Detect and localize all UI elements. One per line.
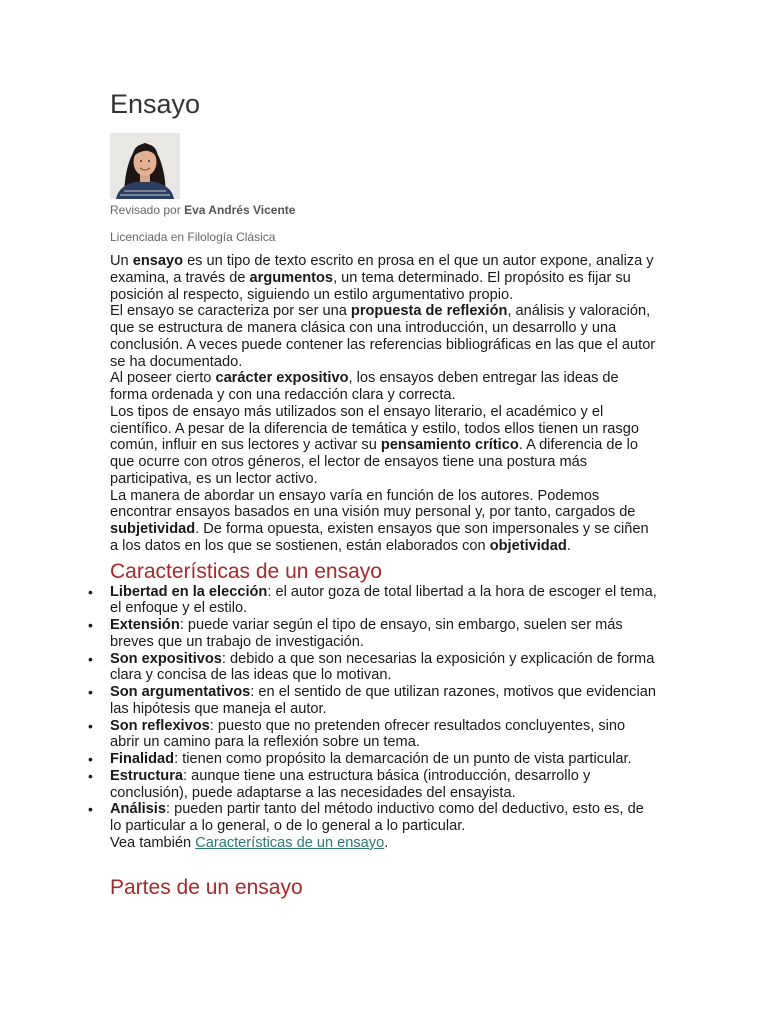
reviewed-by-prefix: Revisado por <box>110 203 181 217</box>
list-item-term: Libertad en la elección <box>110 583 268 600</box>
list-item-term: Son reflexivos <box>110 717 210 734</box>
list-item-text: : aunque tiene una estructura básica (introducción, desarrollo y conclusión), puede adaptarse a las necesidades del ensayista. <box>110 767 591 801</box>
text-run: La manera de abordar un ensayo varía en función de los autores. Podemos encontrar ensayos basados en una visión muy personal y, por tanto, cargados de <box>110 487 636 521</box>
reviewer-avatar <box>110 133 180 199</box>
list-item-text: : el autor goza de total libertad a la hora de escoger el tema, el enfoque y el estilo. <box>110 583 657 617</box>
bullet-icon: • <box>88 583 93 600</box>
bold-term: objetividad <box>489 537 567 554</box>
reviewed-by <box>110 203 658 217</box>
see-also-suffix: . <box>384 834 389 851</box>
see-also <box>110 835 658 852</box>
list-item <box>88 717 658 752</box>
list-item-text: : en el sentido de que utilizan razones, motivos que evidencian las hipótesis que maneja el autor. <box>110 684 656 717</box>
bullet-icon: • <box>88 617 93 633</box>
text-run: , los ensayos deben entregar las ideas de forma ordenada y con una redacción clara y correcta. <box>110 370 619 403</box>
text-run: . <box>566 537 571 554</box>
list-item <box>88 767 658 802</box>
list-item-text: : puesto que no pretenden ofrecer resultados concluyentes, sino abrir un camino para la reflexión sobre un tema. <box>110 717 626 751</box>
text-run: Un <box>110 253 133 269</box>
list-item <box>88 684 658 718</box>
bold-term: pensamiento crítico <box>380 437 519 454</box>
bullet-icon: • <box>88 650 93 667</box>
text-run: es un tipo de texto escrito en prosa en el que un autor expone, analiza y examina, a través de <box>110 253 654 286</box>
list-item-term: Extensión <box>110 617 180 633</box>
text-run: , análisis y valoración, que se estructura de manera clásica con una introducción, un desarrollo y una conclusión. A veces puede contener las referencias bibliográficas en las que el autor se ha documentado. <box>110 303 656 370</box>
text-run: El ensayo se caracteriza por ser una <box>110 303 351 320</box>
paragraph <box>110 253 658 303</box>
paragraph <box>110 303 658 370</box>
reviewer-name: Eva Andrés Vicente <box>184 203 296 217</box>
list-item <box>88 751 658 768</box>
article-body <box>88 253 658 900</box>
bold-term: ensayo <box>132 253 184 269</box>
list-item-text: : debido a que son necesarias la exposición y explicación de forma clara y concisa de las ideas que lo motivan. <box>110 650 655 684</box>
bold-term: argumentos <box>249 269 334 286</box>
paragraph <box>110 404 658 488</box>
section-heading-partes: Partes de un ensayo <box>110 875 303 899</box>
bold-term: propuesta de reflexión <box>350 303 508 320</box>
list-item <box>88 617 658 651</box>
article <box>88 86 658 900</box>
page-title: Ensayo <box>110 89 201 119</box>
see-also-link[interactable]: Características de un ensayo <box>195 834 385 851</box>
section-heading-caracteristicas: Características de un ensayo <box>110 559 382 583</box>
paragraph <box>110 488 658 555</box>
list-item-term: Son expositivos <box>110 650 222 667</box>
reviewer-portrait-icon <box>110 133 180 199</box>
paragraph <box>110 370 658 404</box>
characteristics-list <box>88 583 658 835</box>
list-item-term: Análisis <box>110 801 166 818</box>
reviewer-credential: Licenciada en Filología Clásica <box>110 230 276 244</box>
list-item <box>88 650 658 685</box>
list-item-text: : pueden partir tanto del método inductivo como del deductivo, esto es, de lo particular a lo general, o de lo general a lo particular. <box>110 801 644 834</box>
bullet-icon: • <box>88 751 93 767</box>
text-run: Los tipos de ensayo más utilizados son el ensayo literario, el académico y el científico. A pesar de la diferencia de temática y estilo, todos ellos tienen un rasgo común, influir en sus lectores y activar su <box>110 403 639 454</box>
list-item <box>88 801 658 835</box>
bold-term: carácter expositivo <box>215 370 349 387</box>
list-item <box>88 583 658 618</box>
list-item-text: : tienen como propósito la demarcación de un punto de vista particular. <box>174 751 632 767</box>
list-item-term: Finalidad <box>110 751 175 767</box>
text-run: . A diferencia de lo que ocurre con otros géneros, el lector de ensayos tiene una postura más participativa, es un lector activo. <box>110 437 639 487</box>
bullet-icon: • <box>88 717 93 734</box>
bullet-icon: • <box>88 767 93 784</box>
see-also-prefix: Vea también <box>110 834 196 851</box>
bullet-icon: • <box>88 684 93 700</box>
intro-paragraphs <box>110 253 658 555</box>
list-item-term: Estructura <box>110 767 183 784</box>
bullet-icon: • <box>88 801 93 818</box>
text-run: , un tema determinado. El propósito es fijar su posición al respecto, siguiendo un estilo argumentativo propio. <box>110 269 631 303</box>
text-run: Al poseer cierto <box>110 370 216 387</box>
bold-term: subjetividad <box>110 521 196 537</box>
list-item-term: Son argumentativos <box>110 684 251 700</box>
list-item-text: : puede variar según el tipo de ensayo, sin embargo, suelen ser más breves que un trabajo de investigación. <box>110 617 623 650</box>
text-run: . De forma opuesta, existen ensayos que son impersonales y se ciñen a los datos en los que se sostienen, están elaborados con <box>110 521 649 554</box>
